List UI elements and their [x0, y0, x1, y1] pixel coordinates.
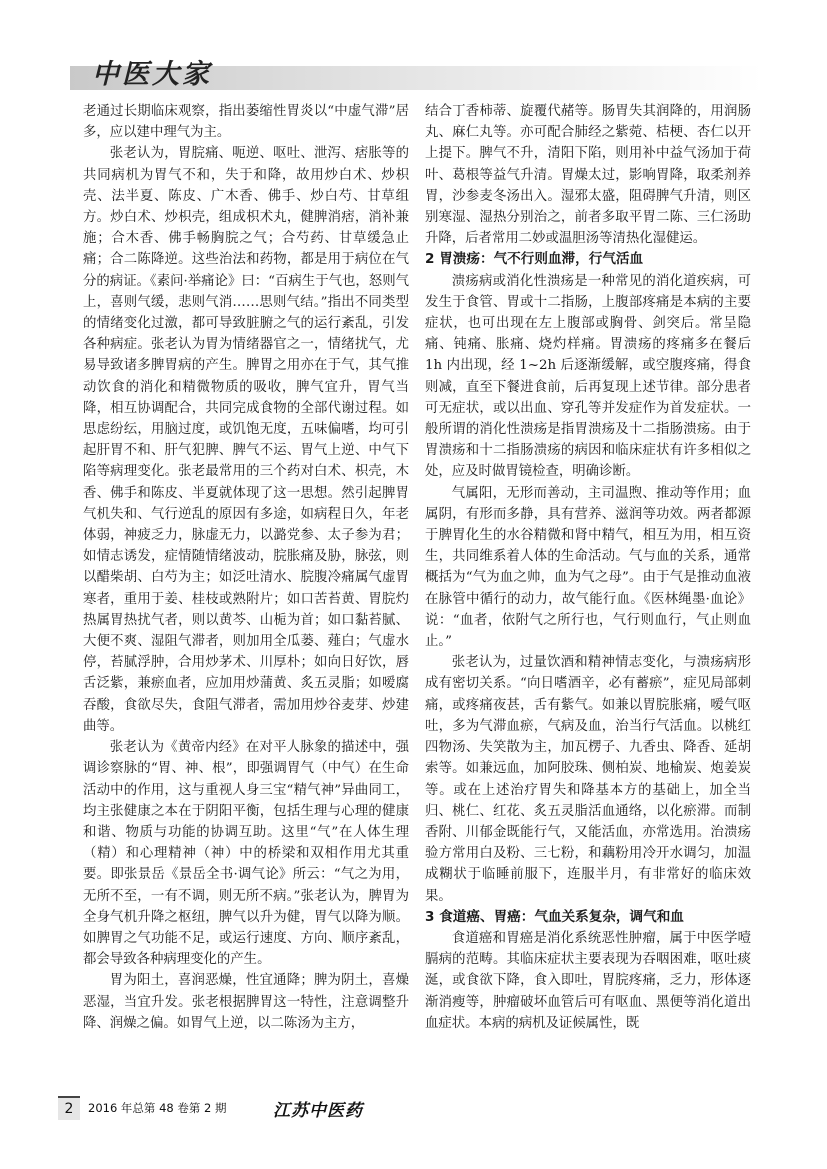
paragraph: 气属阳，无形而善动，主司温煦、推动等作用；血属阴，有形而多静，具有营养、滋润等功效。两者都源于脾胃化生的水谷精微和肾中精气，相互为用，相互资生，共同维系着人体的生命活动。气与血的关系，通常概括为“气为血之帅，血为气之母”。由于气是推动血液在脉管中循行的动力，故气能行血。《医林绳墨·血论》说：“血者，依附气之所行也，气行则血行，气止则血止。” [425, 485, 751, 650]
section-heading: 2 胃溃疡：气不行则血滞，行气活血 [425, 251, 644, 268]
issue-info: 2016 年总第 48 卷第 2 期 [88, 1101, 227, 1115]
page-footer [58, 1096, 778, 1122]
journal-name: 江苏中医药 [273, 1101, 363, 1121]
section-heading: 3 食道癌、胃癌：气血关系复杂，调气和血 [425, 908, 684, 925]
paragraph: 胃为阳土，喜润恶燥，性宜通降；脾为阴土，喜燥恶湿，当宜升发。张老根据脾胃这一特性，注意调整升降、润燥之偏。如胃气上逆，以二陈汤为主方， [83, 973, 409, 1031]
paragraph: 食道癌和胃癌是消化系统恶性肿瘤，属于中医学噎膈病的范畴。其临床症状主要表现为吞咽困难，呕吐痰涎，或食欲下降，食入即吐，胃脘疼痛，乏力，形体逐渐消瘦等，肿瘤破坏血管后可有呕血、黑便等消化道出血症状。本病的病机及证候属性，既 [425, 930, 751, 1031]
paragraph: 张老认为，过量饮酒和精神情志变化，与溃疡病形成有密切关系。“向日嗜酒辛，必有蓄瘀”，症见局部刺痛，或疼痛夜甚，舌有紫气。如兼以胃脘胀痛，嗳气呕吐，多为气滞血瘀，气病及血，治当行气活血。以桃红四物汤、失笑散为主，加瓦楞子、九香虫、降香、延胡索等。如兼远血，加阿胶珠、侧柏炭、地榆炭、炮姜炭等。或在上述治疗胃失和降基本方的基础上，加全当归、桃仁、红花、炙五灵脂活血通络，以化瘀滞。而制香附、川郁金既能行气，又能活血，亦常选用。治溃疡验方常用白及粉、三七粉，和藕粉用冷开水调匀，加温成糊状于临睡前服下，连服半月，有非常好的临床效果。 [425, 655, 751, 904]
paragraph: 溃疡病或消化性溃疡是一种常见的消化道疾病，可发生于食管、胃或十二指肠，上腹部疼痛是本病的主要症状，也可出现在左上腹部或胸骨、剑突后。常呈隐痛、钝痛、胀痛、烧灼样痛。胃溃疡的疼痛多在餐后 1h 内出现，经 1~2h 后逐渐缓解，或空腹疼痛，得食则减，直至下餐进食前，后再复现上述节律。部分患者可无症状，或以出血、穿孔等并发症作为首发症状。一般所谓的消化性溃疡是指胃溃疡及十二指肠溃疡。由于胃溃疡和十二指肠溃疡的病因和临床症状有许多相似之处，应及时做胃镜检查，明确诊断。 [425, 273, 751, 480]
page-header [0, 0, 827, 96]
right-column [425, 101, 751, 1101]
paragraph: 张老认为，胃脘痛、呃逆、呕吐、泄泻、痞胀等的共同病机为胃气不和，失于和降，故用炒白术、炒枳壳、法半夏、陈皮、广木香、佛手、炒白芍、甘草组方。炒白术、炒枳壳，组成枳术丸，健脾消痞，消补兼施；合木香、佛手畅胸脘之气；合芍药、甘草缓急止痛；合二陈降逆。这些治法和药物，都是用于病位在气分的病证。《素问·举痛论》曰：“百病生于气也，怒则气上，喜则气缓，悲则气消……思则气结。”指出不同类型的情绪变化过激，都可导致脏腑之气的运行紊乱，引发各种病症。张老认为胃为情绪器官之一，情绪扰气，尤易导致诸多脾胃病的产生。脾胃之用亦在于气，其气推动饮食的消化和精微物质的吸收，脾气宜升，胃气当降，相互协调配合，共同完成食物的全部代谢过程。如思虑纷纭，用脑过度，或饥饱无度，五味偏嗜，均可引起肝胃不和、肝气犯脾、脾气不运、胃气上逆、中气下陷等病理变化。张老最常用的三个药对白术、枳壳，木香、佛手和陈皮、半夏就体现了这一思想。然引起脾胃气机失和、气行逆乱的原因有多途，如病程日久，年老体弱，神疲乏力，脉虚无力，以潞党参、太子参为君；如情志诱发，症情随情绪波动，脘胀痛及胁，脉弦，则以醋柴胡、白芍为主；如泛吐清水、脘腹冷痛属气虚胃寒者，重用于姜、桂枝或熟附片；如口苦苔黄、胃脘灼热属胃热扰气者，则以黄芩、山栀为首；如口黏苔腻、大便不爽、湿阻气滞者，则加用全瓜蒌、薤白；气虚水停，苔腻浮肿，合用炒茅术、川厚朴；如向日好饮，唇舌泛紫，兼瘀血者，应加用炒蒲黄、炙五灵脂；如嗳腐吞酸，食欲尽失，食阻气滞者，需加用炒谷麦芽、炒建曲等。 [83, 146, 409, 734]
section-title: 中医大家 [92, 59, 212, 90]
page-number: 2 [58, 1096, 80, 1120]
paragraph: 老通过长期临床观察，指出萎缩性胃炎以“中虚气滞”居多，应以建中理气为主。 [83, 104, 409, 141]
paragraph: 张老认为《黄帝内经》在对平人脉象的描述中，强调诊察脉的“胃、神、根”，即强调胃气（中气）在生命活动中的作用，这与重视人身三宝“精气神”异曲同工，均主张健康之本在于阴阳平衡，包括生理与心理的健康和谐、物质与功能的协调互助。这里“气”在人体生理（精）和心理精神（神）中的桥梁和双相作用尤其重要。即张景岳《景岳全书·调气论》所云：“气之为用，无所不至，一有不调，则无所不病。”张老认为，脾胃为全身气机升降之枢纽，脾气以升为健，胃气以降为顺。如脾胃之气功能不足，或运行速度、方向、顺序紊乱，都会导致各种病理变化的产生。 [83, 740, 409, 968]
left-column [83, 101, 409, 1101]
paragraph: 结合丁香柿蒂、旋覆代赭等。肠胃失其润降的，用润肠丸、麻仁丸等。亦可配合肺经之紫菀、桔梗、杏仁以开上提下。脾气不升，清阳下陷，则用补中益气汤加于荷叶、葛根等益气升清。胃燥太过，影响胃降，取柔剂养胃，沙参麦冬汤出入。湿邪太盛，阻碍脾气升清，则区别寒湿、湿热分别治之，前者多取平胃二陈、三仁汤助升降，后者常用二妙或温胆汤等清热化湿健运。 [425, 104, 751, 247]
